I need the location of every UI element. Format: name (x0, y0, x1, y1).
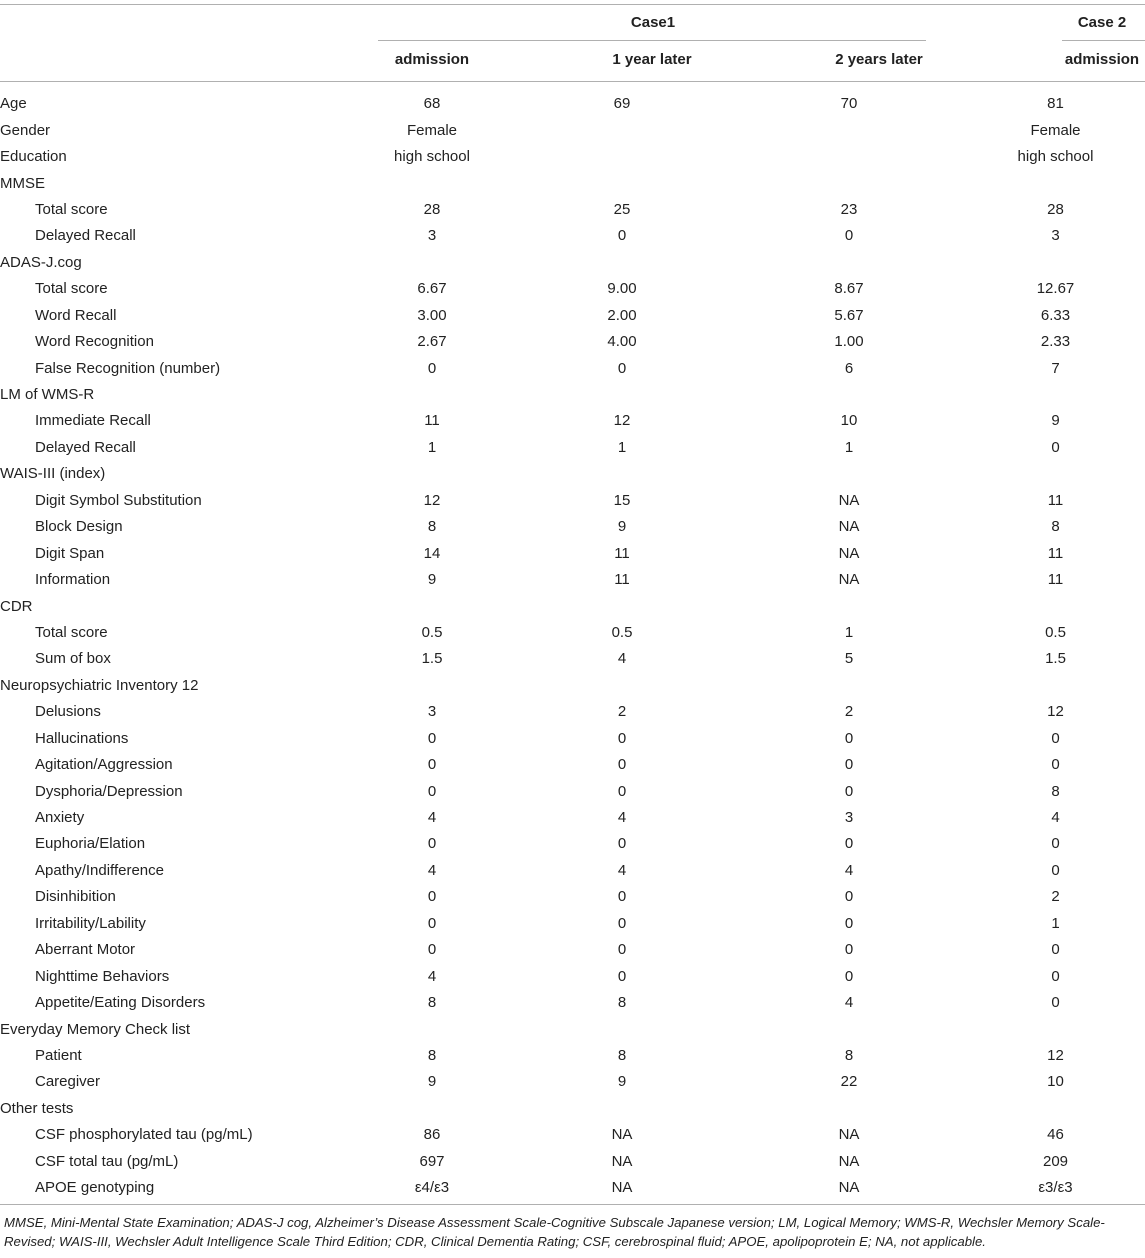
cell-case1-1year: 9 (617, 518, 627, 536)
table-row (0, 884, 1145, 910)
cell-case1-admission (352, 1096, 512, 1122)
table-row (0, 673, 1145, 699)
cell-case1-1year: 9 (617, 1073, 627, 1091)
table-row (0, 461, 1145, 487)
cell-case1-2years: NA (838, 1152, 860, 1170)
cell-case1-1year: 11 (614, 571, 630, 589)
col-header-case1-admission: admission (394, 51, 470, 68)
table-row (0, 250, 1145, 276)
cell-case1-admission: 3.00 (417, 306, 447, 324)
cell-case1-admission: 28 (423, 200, 441, 218)
table-row (0, 1069, 1145, 1095)
cell-case1-1year: 0 (617, 756, 627, 774)
cell-case1-2years: 0 (844, 914, 854, 932)
cell-case1-2years: 4 (844, 994, 854, 1012)
table-row (0, 382, 1145, 408)
cell-case1-1year: 0 (617, 729, 627, 747)
cell-case2-admission: ε3/ε3 (1038, 1179, 1073, 1197)
cell-case1-1year: NA (611, 1152, 633, 1170)
header-rule (0, 81, 1145, 82)
row-label: Digit Span (35, 544, 105, 562)
table-row (0, 488, 1145, 514)
cell-case2-admission: 0 (1051, 861, 1060, 879)
cell-case1-admission (352, 382, 512, 408)
cell-case2-admission (966, 1016, 1145, 1042)
table-row (0, 514, 1145, 540)
cell-case2-admission: Female (1030, 121, 1081, 139)
bottom-rule (0, 1204, 1145, 1205)
cell-case1-2years: 0 (844, 888, 854, 906)
row-label: Dysphoria/Depression (35, 782, 183, 800)
cell-case2-admission: 0 (1051, 756, 1060, 774)
row-label: Education (0, 148, 67, 166)
cell-case1-2years: NA (838, 491, 860, 509)
cell-case1-2years: 1 (844, 623, 854, 641)
cell-case2-admission: 12.67 (1036, 280, 1075, 298)
cell-case1-admission: ε4/ε3 (414, 1179, 450, 1197)
cell-case2-admission (966, 673, 1145, 699)
cell-case1-2years: 23 (840, 200, 858, 218)
cell-case1-1year (512, 673, 732, 699)
cell-case1-admission: 14 (423, 544, 441, 562)
cell-case2-admission (966, 1096, 1145, 1122)
table-row (0, 1016, 1145, 1042)
cell-case2-admission: 2 (1051, 888, 1060, 906)
row-label: Age (0, 95, 27, 113)
cell-case2-admission: 0 (1051, 967, 1060, 985)
row-label: False Recognition (number) (35, 359, 221, 377)
cell-case2-admission: 0 (1051, 729, 1060, 747)
cell-case1-admission: 4 (427, 809, 437, 827)
case2-span-rule (1062, 40, 1145, 41)
cell-case1-admission: 3 (427, 703, 437, 721)
cell-case1-admission: 6.67 (417, 280, 447, 298)
cell-case1-1year (512, 250, 732, 276)
row-label: Delusions (35, 703, 101, 721)
cell-case1-admission: 9 (427, 1073, 437, 1091)
cell-case1-2years: 0 (844, 756, 854, 774)
table-row (0, 778, 1145, 804)
cell-case2-admission: 1 (1051, 914, 1060, 932)
table-row (0, 1175, 1145, 1201)
row-label: Total score (35, 623, 108, 641)
cell-case2-admission: 28 (1047, 200, 1064, 218)
table-row (0, 752, 1145, 778)
cell-case1-1year: 0 (617, 227, 627, 245)
cell-case1-admission: 0 (427, 835, 437, 853)
cell-case1-admission: Female (406, 121, 458, 139)
table-row (0, 170, 1145, 196)
cell-case2-admission: 0 (1051, 941, 1060, 959)
cell-case1-admission: 0 (427, 888, 437, 906)
cell-case2-admission: 0 (1051, 994, 1060, 1012)
table-row (0, 937, 1145, 963)
cell-case1-admission: 8 (427, 518, 437, 536)
row-label: Word Recognition (35, 333, 154, 351)
cell-case1-2years: 1 (844, 438, 854, 456)
cell-case1-admission: 12 (423, 491, 441, 509)
table-row (0, 435, 1145, 461)
cell-case1-2years: 3 (844, 809, 854, 827)
cell-case1-1year: 0 (617, 941, 627, 959)
cell-case1-2years (732, 461, 966, 487)
row-label: CDR (0, 597, 33, 615)
cell-case1-1year (512, 144, 732, 170)
row-label: Delayed Recall (35, 438, 136, 456)
cell-case1-admission: 11 (424, 412, 440, 430)
table-row (0, 329, 1145, 355)
cell-case1-1year (512, 593, 732, 619)
table-row (0, 1122, 1145, 1148)
cell-case2-admission: 1.5 (1045, 650, 1066, 668)
cell-case1-2years: 10 (840, 412, 858, 430)
cell-case1-admission: 4 (427, 861, 437, 879)
cell-case1-2years (732, 1016, 966, 1042)
row-label: WAIS-III (index) (0, 465, 106, 483)
cell-case1-admission: 0 (427, 782, 437, 800)
row-label: CSF phosphorylated tau (pg/mL) (35, 1126, 253, 1144)
cell-case2-admission: 11 (1047, 571, 1064, 589)
row-label: Total score (35, 200, 108, 218)
cell-case1-admission: 1 (427, 438, 437, 456)
table-row (0, 144, 1145, 170)
cell-case1-1year: 4 (617, 861, 627, 879)
cell-case1-1year: 0 (617, 967, 627, 985)
cell-case1-1year (512, 382, 732, 408)
table-row (0, 355, 1145, 381)
cell-case1-2years: 0 (844, 729, 854, 747)
cell-case2-admission: high school (1017, 148, 1094, 166)
row-label: Everyday Memory Check list (0, 1020, 191, 1038)
cell-case1-admission (352, 170, 512, 196)
cell-case1-admission: 0.5 (421, 623, 443, 641)
cell-case1-2years: 22 (840, 1073, 858, 1091)
cell-case1-2years: 0 (844, 835, 854, 853)
cell-case1-2years: 0 (844, 782, 854, 800)
table-row (0, 620, 1145, 646)
table-row (0, 646, 1145, 672)
table-row (0, 223, 1145, 249)
cell-case1-2years: NA (838, 518, 860, 536)
cell-case1-1year: NA (611, 1179, 633, 1197)
row-label: Aberrant Motor (35, 941, 136, 959)
cell-case2-admission: 6.33 (1040, 306, 1071, 324)
row-label: Total score (35, 280, 108, 298)
table-row (0, 567, 1145, 593)
cell-case1-2years: 4 (844, 861, 854, 879)
cell-case2-admission: 8 (1051, 518, 1060, 536)
table-row (0, 408, 1145, 434)
table-footnote: MMSE, Mini-Mental State Examination; ADAS-J cog, Alzheimer’s Disease Assessment Scale-Cognitive Subscale Japanese version; LM, Logical Memory; WMS-R, Wechsler Memory Scale-Revised; WAIS-III, Wechsler Adult Intelligence Scale Third Edition; CDR, Clinical Dementia Rating; CSF, cerebrospinal fluid; APOE, apolipoprotein E; NA, not applicable. (4, 1215, 1105, 1249)
table-row (0, 805, 1145, 831)
cell-case1-1year: 0 (617, 782, 627, 800)
cell-case1-2years (732, 250, 966, 276)
row-label: Information (35, 571, 111, 589)
cell-case1-1year: 0 (617, 914, 627, 932)
row-label: Disinhibition (35, 888, 116, 906)
cell-case1-2years (732, 1096, 966, 1122)
row-label: CSF total tau (pg/mL) (35, 1152, 179, 1170)
cell-case1-admission (352, 250, 512, 276)
cell-case1-2years (732, 382, 966, 408)
cell-case2-admission: 81 (1047, 95, 1064, 113)
table-row (0, 117, 1145, 143)
cell-case1-admission: 0 (427, 756, 437, 774)
cell-case1-2years: 0 (844, 227, 854, 245)
row-label: Caregiver (35, 1073, 101, 1091)
col-header-case1-2years: 2 years later (835, 51, 923, 68)
cell-case1-1year: 2.00 (607, 306, 637, 324)
cell-case1-2years (732, 673, 966, 699)
row-label: Block Design (35, 518, 123, 536)
cell-case2-admission: 46 (1047, 1126, 1064, 1144)
row-label: Hallucinations (35, 729, 129, 747)
row-label: ADAS-J.cog (0, 253, 82, 271)
row-label: Word Recall (35, 306, 117, 324)
cell-case1-1year: 9.00 (607, 280, 637, 298)
data-table (0, 91, 1145, 1201)
cell-case1-2years: 8 (844, 1046, 854, 1064)
cell-case1-1year: 25 (613, 200, 631, 218)
cell-case1-2years: 5 (844, 650, 854, 668)
cell-case1-1year (512, 117, 732, 143)
cell-case1-2years: 0 (844, 967, 854, 985)
cell-case1-2years: 6 (844, 359, 854, 377)
row-label: Apathy/Indifference (35, 861, 164, 879)
row-label: Anxiety (35, 809, 85, 827)
row-label: Delayed Recall (35, 227, 136, 245)
cell-case2-admission (966, 170, 1145, 196)
cell-case1-1year: 0 (617, 888, 627, 906)
col-header-case2-admission: admission (1064, 51, 1140, 68)
cell-case1-1year: 4 (617, 650, 627, 668)
row-label: Other tests (0, 1099, 74, 1117)
row-label: Patient (35, 1046, 82, 1064)
row-label: Appetite/Eating Disorders (35, 994, 206, 1012)
cell-case1-admission: 3 (427, 227, 437, 245)
table-row (0, 963, 1145, 989)
cell-case1-1year: 0 (617, 359, 627, 377)
cell-case1-1year: NA (611, 1126, 633, 1144)
cell-case1-2years (732, 144, 966, 170)
cell-case2-admission: 3 (1051, 227, 1060, 245)
cell-case1-admission (352, 593, 512, 619)
cell-case1-1year: 69 (613, 95, 631, 113)
cell-case1-1year: 8 (617, 994, 627, 1012)
cell-case1-2years: NA (838, 1179, 860, 1197)
cell-case1-1year: 4.00 (607, 333, 637, 351)
cell-case2-admission: 8 (1051, 782, 1060, 800)
case1-span-rule (378, 40, 926, 41)
cell-case1-admission: 0 (427, 359, 437, 377)
cell-case2-admission: 0 (1051, 835, 1060, 853)
cell-case1-admission: 68 (423, 95, 441, 113)
cell-case2-admission: 7 (1051, 359, 1060, 377)
cell-case1-2years: NA (838, 1126, 860, 1144)
cell-case1-1year (512, 170, 732, 196)
cell-case1-1year: 4 (617, 809, 627, 827)
row-label: Gender (0, 121, 51, 139)
table-row (0, 593, 1145, 619)
cell-case1-admission: 2.67 (417, 333, 447, 351)
cell-case1-2years: 8.67 (834, 280, 864, 298)
table-row (0, 911, 1145, 937)
cell-case1-1year (512, 1096, 732, 1122)
table-row (0, 1043, 1145, 1069)
col-header-case1-1year: 1 year later (612, 51, 692, 68)
cell-case1-1year: 12 (613, 412, 631, 430)
table-row (0, 1149, 1145, 1175)
row-label: Nighttime Behaviors (35, 967, 170, 985)
cell-case1-2years: 70 (840, 95, 858, 113)
cell-case1-admission: 8 (427, 994, 437, 1012)
cell-case1-admission (352, 673, 512, 699)
row-label: APOE genotyping (35, 1179, 155, 1197)
cell-case1-admission (352, 1016, 512, 1042)
cell-case2-admission (966, 382, 1145, 408)
cell-case2-admission (966, 461, 1145, 487)
table-row (0, 197, 1145, 223)
cell-case2-admission: 11 (1047, 491, 1064, 509)
cell-case1-2years (732, 593, 966, 619)
cell-case1-admission: 4 (427, 967, 437, 985)
cell-case1-admission: high school (394, 148, 470, 166)
table-row (0, 91, 1145, 117)
cell-case1-1year (512, 1016, 732, 1042)
row-label: Neuropsychiatric Inventory 12 (0, 676, 199, 694)
cell-case1-admission: 0 (427, 941, 437, 959)
table-row (0, 699, 1145, 725)
cell-case1-1year: 0 (617, 835, 627, 853)
cell-case1-2years: NA (838, 571, 860, 589)
cell-case2-admission: 209 (1042, 1152, 1069, 1170)
cell-case1-2years: 2 (844, 703, 854, 721)
row-label: LM of WMS-R (0, 386, 95, 404)
cell-case1-1year (512, 461, 732, 487)
cell-case1-admission: 9 (427, 571, 437, 589)
cell-case2-admission: 12 (1047, 703, 1064, 721)
cell-case1-admission: 86 (423, 1126, 441, 1144)
cell-case1-1year: 0.5 (611, 623, 633, 641)
header-case1: Case1 (630, 14, 676, 31)
cell-case1-1year: 1 (617, 438, 627, 456)
table-row (0, 858, 1145, 884)
cell-case1-admission (352, 461, 512, 487)
cell-case1-1year: 8 (617, 1046, 627, 1064)
table-row (0, 276, 1145, 302)
table-row (0, 1096, 1145, 1122)
cell-case1-admission: 8 (427, 1046, 437, 1064)
cell-case1-admission: 0 (427, 914, 437, 932)
row-label: MMSE (0, 174, 45, 192)
cell-case1-admission: 0 (427, 729, 437, 747)
top-rule (0, 4, 1145, 5)
cell-case2-admission (966, 250, 1145, 276)
row-label: Immediate Recall (35, 412, 151, 430)
header-case2: Case 2 (1077, 14, 1127, 31)
cell-case1-2years (732, 170, 966, 196)
table-row (0, 540, 1145, 566)
cell-case1-2years: NA (838, 544, 860, 562)
cell-case2-admission: 10 (1047, 1073, 1064, 1091)
cell-case1-2years: 1.00 (834, 333, 864, 351)
table-row (0, 726, 1145, 752)
cell-case1-1year: 15 (613, 491, 631, 509)
cell-case2-admission: 11 (1047, 544, 1064, 562)
cell-case2-admission: 4 (1051, 809, 1060, 827)
cell-case1-2years (732, 117, 966, 143)
cell-case1-1year: 11 (614, 544, 630, 562)
cell-case1-admission: 697 (419, 1152, 445, 1170)
cell-case2-admission: 9 (1051, 412, 1060, 430)
row-label: Sum of box (35, 650, 111, 668)
table-row (0, 831, 1145, 857)
cell-case1-admission: 1.5 (421, 650, 443, 668)
cell-case2-admission (966, 593, 1145, 619)
row-label: Irritability/Lability (35, 914, 146, 932)
table-row (0, 303, 1145, 329)
cell-case2-admission: 0 (1051, 438, 1060, 456)
cell-case2-admission: 0.5 (1045, 623, 1066, 641)
row-label: Agitation/Aggression (35, 756, 173, 774)
cell-case2-admission: 2.33 (1040, 333, 1071, 351)
cell-case1-2years: 0 (844, 941, 854, 959)
cell-case1-2years: 5.67 (834, 306, 864, 324)
row-label: Digit Symbol Substitution (35, 491, 202, 509)
cell-case1-1year: 2 (617, 703, 627, 721)
row-label: Euphoria/Elation (35, 835, 146, 853)
table-row (0, 990, 1145, 1016)
cell-case2-admission: 12 (1047, 1046, 1064, 1064)
